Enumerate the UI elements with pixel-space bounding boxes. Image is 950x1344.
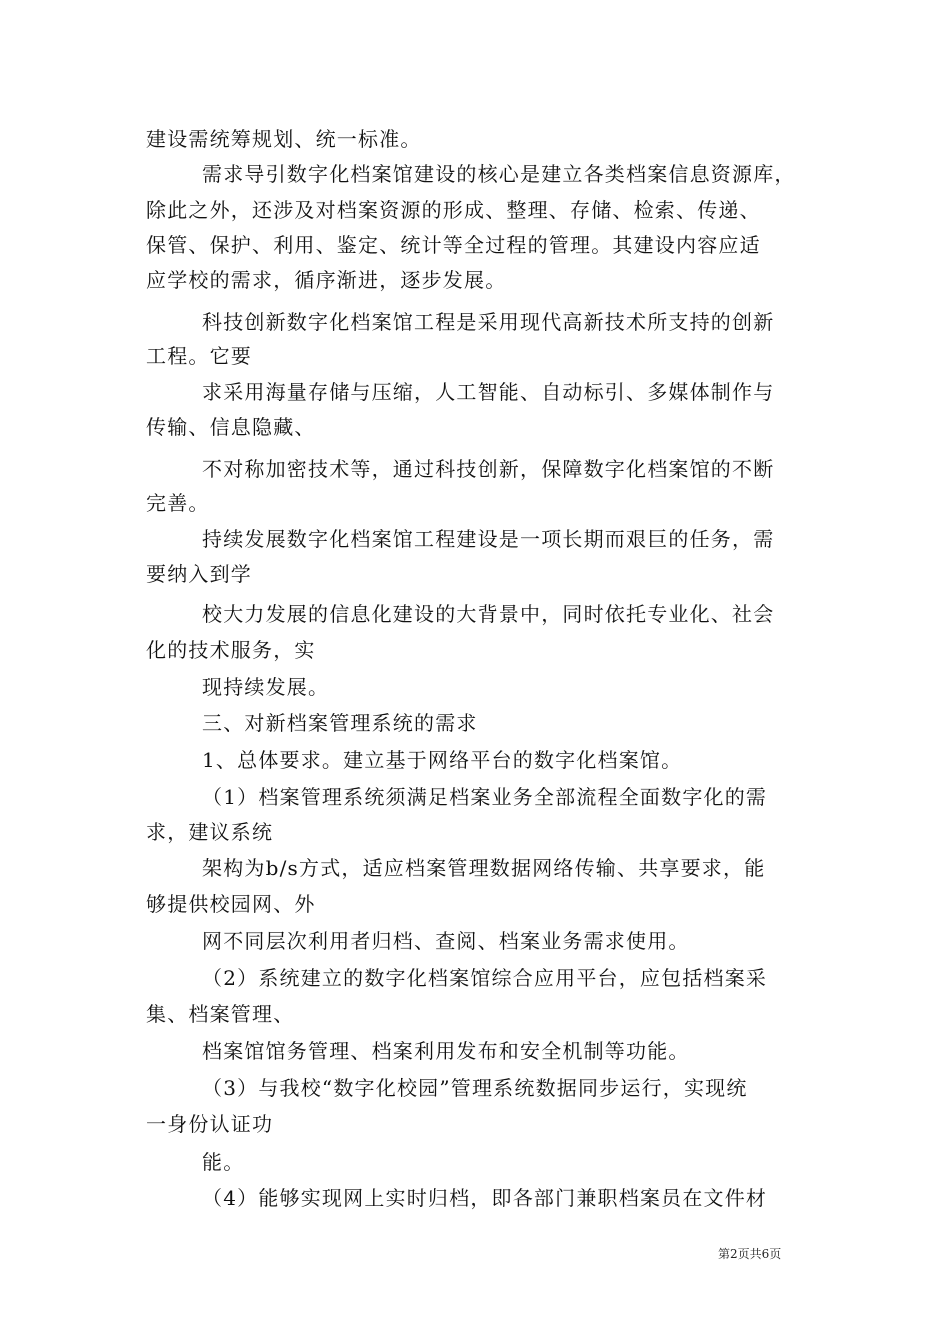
text-line: 校大力发展的信息化建设的大背景中，同时依托专业化、社会 xyxy=(202,602,775,626)
text-line: 需求导引数字化档案馆建设的核心是建立各类档案信息资源库， xyxy=(202,162,796,186)
text-line: 够提供校园网、外 xyxy=(146,892,316,916)
text-line: 求采用海量存储与压缩，人工智能、自动标引、多媒体制作与 xyxy=(202,380,775,404)
text-line: （3）与我校“数字化校园”管理系统数据同步运行，实现统 xyxy=(202,1076,748,1100)
text-line: 化的技术服务，实 xyxy=(146,638,316,662)
text-line: 不对称加密技术等，通过科技创新，保障数字化档案馆的不断 xyxy=(202,457,775,481)
text-line: 保管、保护、利用、鉴定、统计等全过程的管理。其建设内容应适 xyxy=(146,233,761,257)
text-line: 架构为b/s方式，适应档案管理数据网络传输、共享要求，能 xyxy=(202,856,766,880)
text-line: 求，建议系统 xyxy=(146,820,274,844)
text-line: （1）档案管理系统须满足档案业务全部流程全面数字化的需 xyxy=(202,785,768,809)
text-line: 网不同层次利用者归档、查阅、档案业务需求使用。 xyxy=(202,929,690,953)
text-line: 建设需统筹规划、统一标准。 xyxy=(146,127,422,151)
text-line: 能。 xyxy=(202,1150,245,1174)
text-line: 要纳入到学 xyxy=(146,562,252,586)
text-line: 传输、信息隐藏、 xyxy=(146,415,316,439)
text-line: 1、总体要求。建立基于网络平台的数字化档案馆。 xyxy=(202,748,683,772)
page-number-footer: 第2页共6页 xyxy=(718,1247,782,1261)
text-line: 现持续发展。 xyxy=(202,675,330,699)
text-line: 工程。它要 xyxy=(146,344,252,368)
text-line: 一身份认证功 xyxy=(146,1112,274,1136)
text-line: 档案馆馆务管理、档案利用发布和安全机制等功能。 xyxy=(202,1039,690,1063)
text-line: 科技创新数字化档案馆工程是采用现代高新技术所支持的创新 xyxy=(202,310,775,334)
text-line: （4）能够实现网上实时归档，即各部门兼职档案员在文件材 xyxy=(202,1186,768,1210)
text-line: 持续发展数字化档案馆工程建设是一项长期而艰巨的任务，需 xyxy=(202,527,775,551)
text-line: 应学校的需求，循序渐进，逐步发展。 xyxy=(146,268,507,292)
text-line: 除此之外，还涉及对档案资源的形成、整理、存储、检索、传递、 xyxy=(146,198,761,222)
text-line: 完善。 xyxy=(146,491,210,515)
section-heading: 三、对新档案管理系统的需求 xyxy=(202,711,478,735)
text-line: 集、档案管理、 xyxy=(146,1002,295,1026)
text-line: （2）系统建立的数字化档案馆综合应用平台，应包括档案采 xyxy=(202,966,768,990)
